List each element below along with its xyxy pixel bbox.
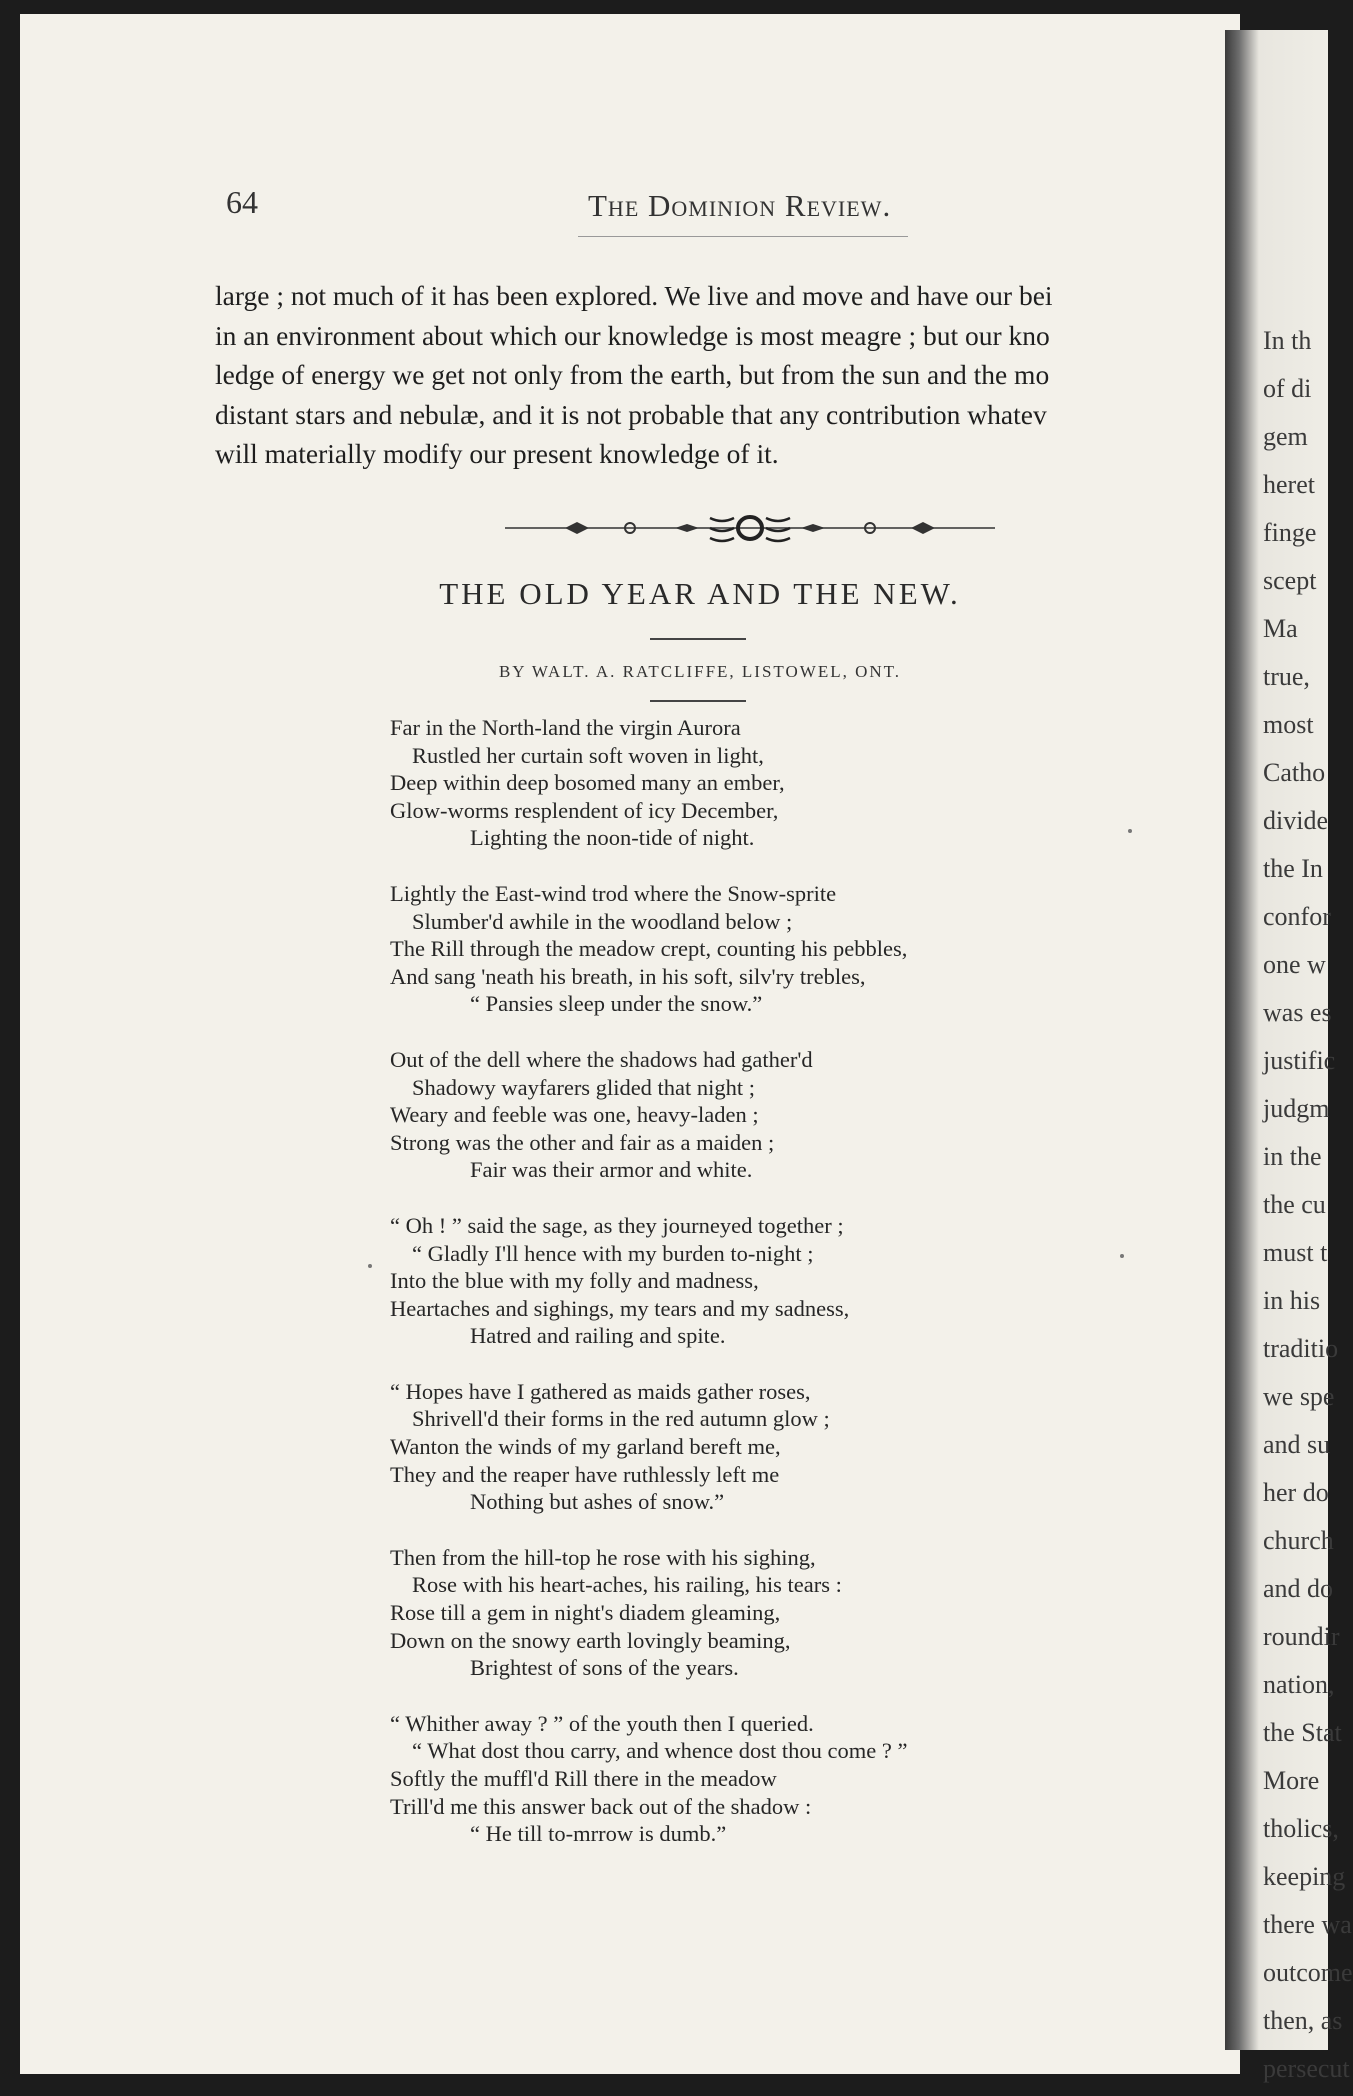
poem-line: Lightly the East-wind trod where the Snow-sprite xyxy=(390,880,837,906)
poem-line: Then from the hill-top he rose with his sighing, xyxy=(390,1544,816,1570)
poem-line: Down on the snowy earth lovingly beaming, xyxy=(390,1627,791,1653)
poem-line: Slumber'd awhile in the woodland below ; xyxy=(412,908,793,934)
poem-line: Weary and feeble was one, heavy-laden ; xyxy=(390,1102,759,1128)
facing-page-fragment: In th xyxy=(1263,326,1312,355)
facing-page-fragment: roundir xyxy=(1263,1622,1340,1651)
page-header xyxy=(208,184,1238,244)
facing-page-fragment: finge xyxy=(1263,518,1317,547)
prose-line: distant stars and nebulæ, and it is not probable that any contribution whatev xyxy=(215,398,1047,430)
poem-line: Out of the dell where the shadows had gather'd xyxy=(390,1046,813,1072)
page-number: 64 xyxy=(226,184,258,220)
prose-paragraph xyxy=(215,276,1245,474)
facing-page-fragment: church xyxy=(1263,1526,1334,1555)
poem-line: Brightest of sons of the years. xyxy=(470,1655,739,1681)
poem-line: Rose with his heart-aches, his railing, his tears : xyxy=(412,1572,842,1598)
facing-page-fragment: we spe xyxy=(1263,1382,1335,1411)
facing-page-fragment: scept xyxy=(1263,566,1317,595)
stanza xyxy=(390,714,1250,852)
facing-page-fragment: her do xyxy=(1263,1478,1329,1507)
facing-page-fragment: the cu xyxy=(1263,1190,1326,1219)
stanza xyxy=(390,1710,1250,1848)
facing-page xyxy=(1225,30,1353,2083)
facing-page-fragment: judgm xyxy=(1263,1094,1330,1123)
facing-page-fragment: and do xyxy=(1263,1574,1334,1603)
facing-page-fragment: there wa xyxy=(1263,1910,1352,1939)
facing-page-fragment: most xyxy=(1263,710,1314,739)
prose-line: will materially modify our present knowledge of it. xyxy=(215,438,779,469)
facing-page-fragment: then, as xyxy=(1263,2006,1343,2035)
poem-line: Nothing but ashes of snow.” xyxy=(470,1489,725,1515)
poem-line: Softly the muffl'd Rill there in the meadow xyxy=(390,1766,777,1791)
poem-line: Trill'd me this answer back out of the shadow : xyxy=(390,1793,812,1819)
title-rule xyxy=(650,638,746,640)
poem-line: Hatred and railing and spite. xyxy=(470,1323,726,1349)
poem-byline: BY WALT. A. RATCLIFFE, LISTOWEL, ONT. xyxy=(498,662,902,681)
facing-page-fragment: in the xyxy=(1263,1142,1322,1171)
stanza xyxy=(390,1212,1250,1350)
poem-line: “ Oh ! ” said the sage, as they journeyed together ; xyxy=(390,1212,844,1238)
prose-line: in an environment about which our knowledge is most meagre ; but our kno xyxy=(215,319,1050,351)
facing-page-fragment: one w xyxy=(1263,950,1326,979)
facing-page-fragment: in his xyxy=(1263,1286,1321,1315)
facing-page-fragment: of di xyxy=(1263,374,1312,403)
poem-line: And sang 'neath his breath, in his soft, silv'ry trebles, xyxy=(390,963,866,989)
poem-line: Into the blue with my folly and madness, xyxy=(390,1268,759,1294)
stanza xyxy=(390,1544,1250,1682)
poem-line: Heartaches and sighings, my tears and my sadness, xyxy=(390,1295,850,1321)
poem-line: Glow-worms resplendent of icy December, xyxy=(390,797,779,823)
poem-line: Shadowy wayfarers glided that night ; xyxy=(412,1074,756,1100)
ornament-divider-icon xyxy=(505,508,995,548)
facing-page-fragment: gem xyxy=(1263,422,1308,451)
facing-page-fragment: traditio xyxy=(1263,1334,1339,1363)
poem-line: The Rill through the meadow crept, counting his pebbles, xyxy=(390,936,908,962)
stanza xyxy=(390,1378,1250,1516)
poem-line: Rose till a gem in night's diadem gleaming, xyxy=(390,1600,781,1626)
facing-page-fragment: true, xyxy=(1263,662,1310,691)
facing-page-fragment: heret xyxy=(1263,470,1315,499)
facing-page-fragment: divide xyxy=(1263,806,1328,835)
facing-page-fragment: Ma xyxy=(1263,614,1298,643)
poem-line: “ Hopes have I gathered as maids gather roses, xyxy=(390,1378,811,1404)
stanza xyxy=(390,1046,1250,1184)
byline-rule xyxy=(650,700,746,702)
speck xyxy=(1120,1254,1124,1258)
poem-line: Far in the North-land the virgin Aurora xyxy=(390,715,741,740)
speck xyxy=(1128,829,1132,833)
poem-line: Rustled her curtain soft woven in light, xyxy=(412,742,764,768)
poem-line: They and the reaper have ruthlessly left me xyxy=(390,1461,780,1487)
facing-page-fragment: keeping xyxy=(1263,1862,1346,1891)
facing-page-fragment: nation, xyxy=(1263,1670,1335,1699)
poem-line: “ He till to-mrrow is dumb.” xyxy=(470,1821,727,1847)
poem-line: “ Whither away ? ” of the youth then I queried. xyxy=(390,1710,814,1736)
stanza xyxy=(390,880,1250,1018)
facing-page-fragment: and su xyxy=(1263,1430,1331,1459)
poem-line: Fair was their armor and white. xyxy=(470,1157,753,1183)
facing-page-fragment: was es xyxy=(1263,998,1332,1027)
poem-line: “ Pansies sleep under the snow.” xyxy=(470,991,763,1017)
poem-line: Lighting the noon-tide of night. xyxy=(470,825,755,851)
poem-line: “ What dost thou carry, and whence dost thou come ? ” xyxy=(412,1738,908,1764)
facing-page-fragment: justific xyxy=(1263,1046,1336,1075)
poem-body xyxy=(390,714,1250,1876)
running-head: The Dominion Review. xyxy=(588,188,892,223)
header-rule xyxy=(578,236,908,237)
facing-page-fragment: the Stat xyxy=(1263,1718,1342,1747)
facing-page-fragment: confor xyxy=(1263,902,1331,931)
poem-line: “ Gladly I'll hence with my burden to-night ; xyxy=(412,1240,814,1266)
prose-line: ledge of energy we get not only from the earth, but from the sun and the mo xyxy=(215,359,1050,390)
poem-line: Wanton the winds of my garland bereft me, xyxy=(390,1434,781,1460)
facing-page-fragment: outcome xyxy=(1263,1958,1353,1987)
poem-line: Strong was the other and fair as a maiden ; xyxy=(390,1129,775,1155)
book-page xyxy=(20,14,1240,2074)
prose-line: large ; not much of it has been explored. We live and move and have our bei xyxy=(215,280,1053,311)
speck xyxy=(368,1264,372,1268)
facing-page-fragment: Catho xyxy=(1263,758,1326,787)
poem-line: Shrivell'd their forms in the red autumn glow ; xyxy=(412,1406,830,1432)
poem-line: Deep within deep bosomed many an ember, xyxy=(390,770,785,796)
facing-page-fragment: More xyxy=(1263,1766,1320,1795)
facing-page-fragment: persecut xyxy=(1263,2054,1350,2083)
facing-page-fragment: the In xyxy=(1263,854,1323,883)
facing-page-fragment: must t xyxy=(1263,1238,1328,1267)
poem-title: THE OLD YEAR AND THE NEW. xyxy=(439,576,961,611)
facing-page-fragment: tholics, xyxy=(1263,1814,1339,1843)
